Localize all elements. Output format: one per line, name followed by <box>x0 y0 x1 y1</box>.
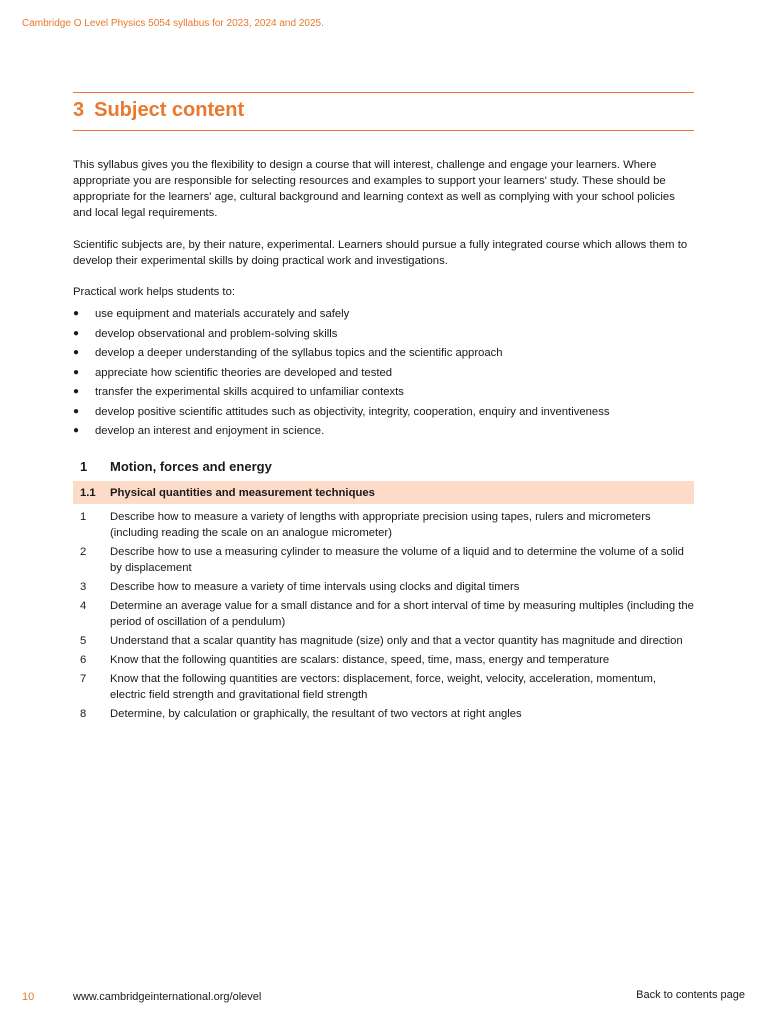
topic-number: 1 <box>80 459 88 474</box>
objective-number: 1 <box>80 511 87 523</box>
subtopic-number: 1.1 <box>80 486 96 499</box>
list-item <box>73 404 695 424</box>
list-item <box>73 423 695 443</box>
bullet-icon: ● <box>73 327 80 339</box>
objective-number: 3 <box>80 581 87 593</box>
objective-text: Determine an average value for a small distance and for a short interval of time by measuring multiples (including the period of oscillation of a pendulum) <box>110 600 694 628</box>
intro-paragraph-2: Scientific subjects are, by their nature, experimental. Learners should pursue a fully integrated course which allows them to develop their experimental skills by doing practical work and investigations. <box>73 239 688 267</box>
objective-text: Describe how to use a measuring cylinder to measure the volume of a liquid and to determine the volume of a solid by displacement <box>110 546 684 574</box>
objective-number: 5 <box>80 635 87 647</box>
list-item <box>73 306 695 326</box>
bullet-icon: ● <box>73 425 80 436</box>
objective-text: Describe how to measure a variety of time intervals using clocks and digital timers <box>110 581 520 593</box>
bullet-icon: ● <box>73 308 80 319</box>
list-item-text: develop positive scientific attitudes such as objectivity, integrity, cooperation, enquiry and inventiveness <box>95 405 610 418</box>
section-title-text: Subject content <box>94 99 245 121</box>
bullet-icon: ● <box>73 405 80 417</box>
bullet-icon: ● <box>73 366 80 378</box>
footer-url: www.cambridgeinternational.org/olevel <box>73 991 262 1003</box>
list-item <box>73 384 695 404</box>
objective-number: 2 <box>80 546 87 558</box>
objective-row <box>73 544 694 576</box>
bullet-icon: ● <box>73 347 80 358</box>
objective-row <box>73 509 694 541</box>
list-item <box>73 345 695 365</box>
objective-row <box>73 706 694 722</box>
running-header: Cambridge O Level Physics 5054 syllabus for 2023, 2024 and 2025. <box>22 18 324 29</box>
subtopic-heading <box>73 481 694 504</box>
objective-number: 6 <box>80 654 87 666</box>
objective-row <box>73 633 694 649</box>
topic-heading <box>73 459 272 474</box>
list-item-text: develop observational and problem-solving skills <box>95 327 338 340</box>
objective-number: 7 <box>80 673 87 685</box>
list-item-text: use equipment and materials accurately and safely <box>95 308 350 320</box>
section-title-bottom-rule <box>73 130 694 131</box>
objective-number: 4 <box>80 600 87 612</box>
objective-text: Determine, by calculation or graphically, the resultant of two vectors at right angles <box>110 708 522 720</box>
intro-paragraph-1: This syllabus gives you the flexibility to design a course that will interest, challenge and engage your learners. Where appropriate you are responsible for selecting resources and examples to support your learners' study. These should be appropriate for the learners' age, cultural background and learning context as well as complying with your school policies and local legal requirements. <box>73 159 675 219</box>
objective-text: Understand that a scalar quantity has magnitude (size) only and that a vector quantity has magnitude and direction <box>110 635 683 647</box>
subtopic-title: Physical quantities and measurement techniques <box>110 486 375 499</box>
objective-row <box>73 652 694 668</box>
list-item <box>73 326 695 346</box>
list-item-text: transfer the experimental skills acquired to unfamiliar contexts <box>95 386 404 398</box>
objective-number: 8 <box>80 708 87 720</box>
page-number: 10 <box>22 991 35 1003</box>
section-number: 3 <box>73 99 85 121</box>
objective-row <box>73 671 694 703</box>
bullet-icon: ● <box>73 386 80 397</box>
practical-work-list <box>73 306 695 443</box>
objective-text: Know that the following quantities are scalars: distance, speed, time, mass, energy and temperature <box>110 654 610 666</box>
intro-paragraph-3: Practical work helps students to: <box>73 286 235 298</box>
objective-text: Know that the following quantities are vectors: displacement, force, weight, velocity, acceleration, momentum, electric field strength and gravitational field strength <box>110 673 657 701</box>
learning-objectives-list <box>73 509 694 725</box>
back-to-contents-link[interactable]: Back to contents page <box>636 989 745 1001</box>
objective-text: Describe how to measure a variety of lengths with appropriate precision using tapes, rulers and micrometers (including reading the scale on an analogue micrometer) <box>110 511 651 539</box>
topic-title: Motion, forces and energy <box>110 459 272 474</box>
section-title-top-rule <box>73 92 694 93</box>
list-item-text: develop an interest and enjoyment in science. <box>95 425 325 437</box>
section-title <box>73 99 244 122</box>
list-item <box>73 365 695 385</box>
list-item-text: appreciate how scientific theories are developed and tested <box>95 366 393 379</box>
objective-row <box>73 579 694 595</box>
list-item-text: develop a deeper understanding of the syllabus topics and the scientific approach <box>95 347 503 359</box>
objective-row <box>73 598 694 630</box>
